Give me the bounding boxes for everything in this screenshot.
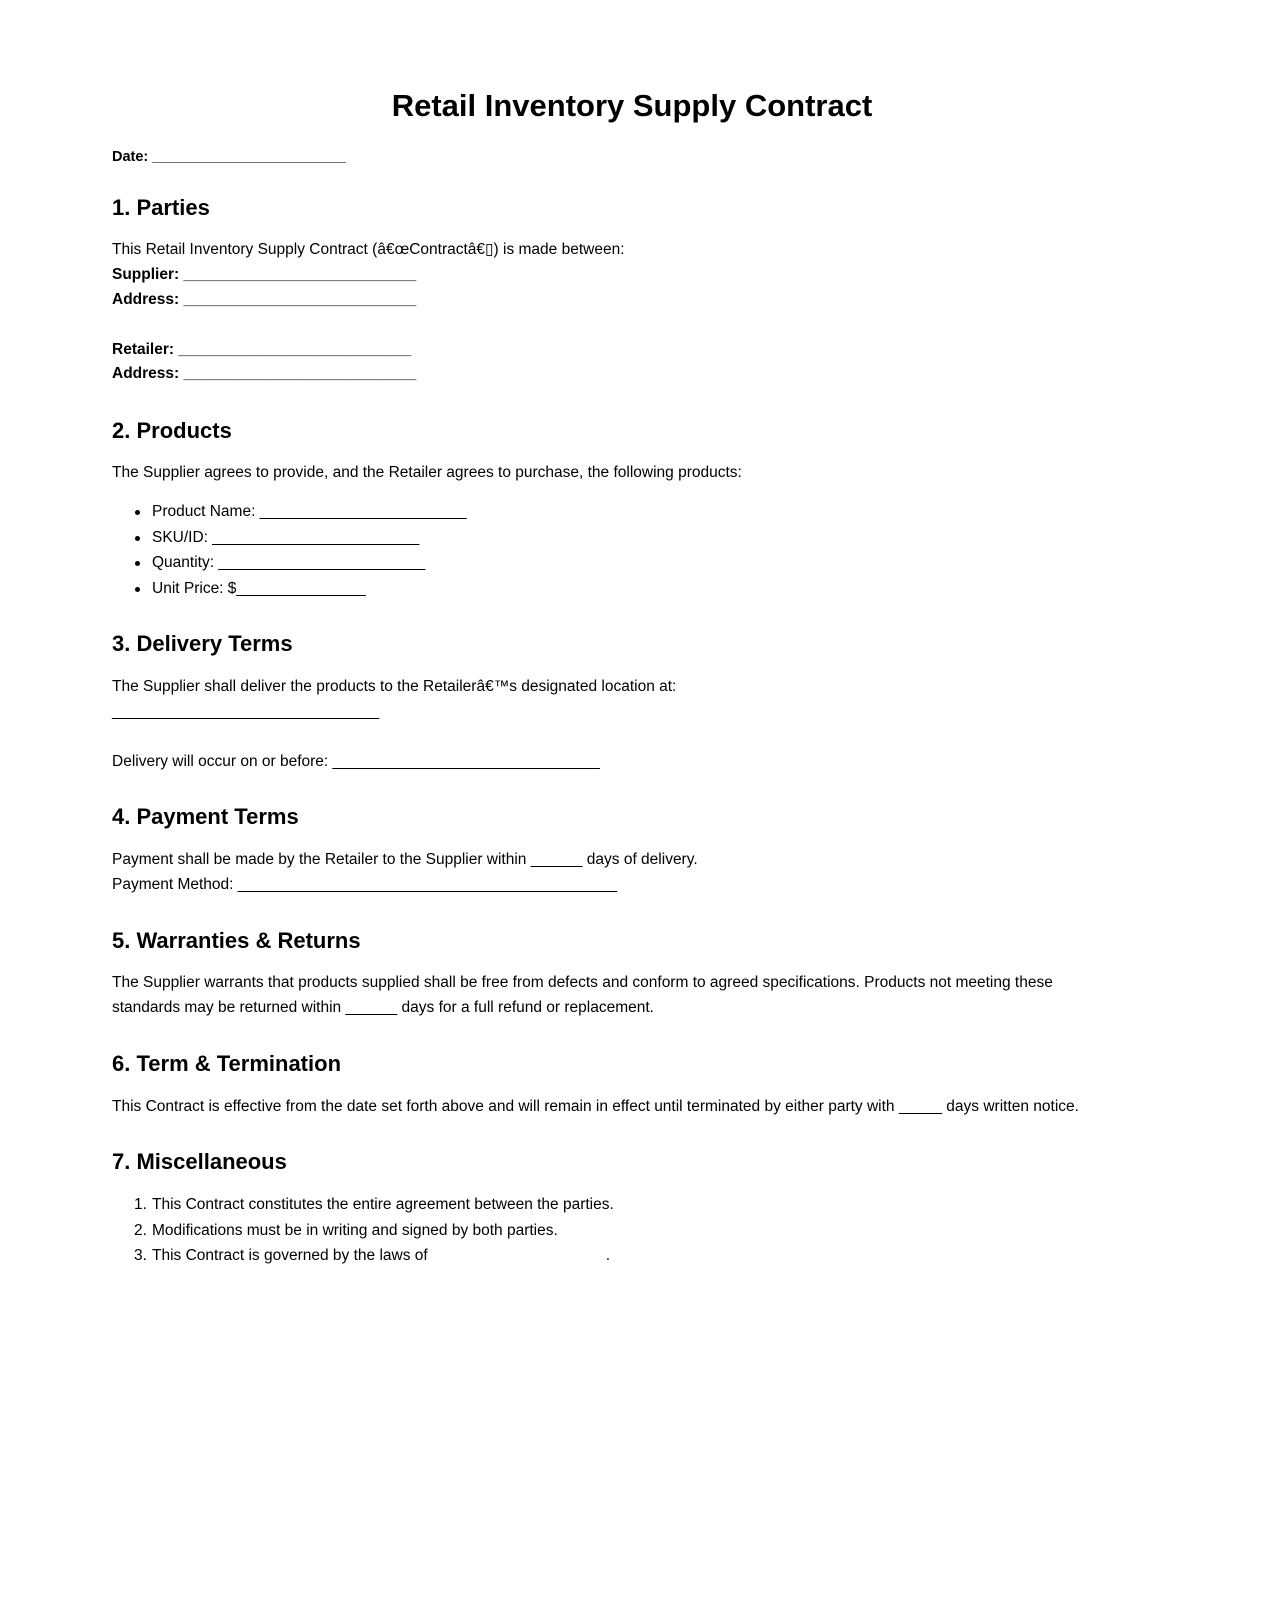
section-heading-warranties: 5. Warranties & Returns: [112, 928, 361, 953]
list-item-product-name: [112, 499, 467, 525]
list-number: 1.: [134, 1196, 147, 1213]
termination-text: [112, 1094, 1079, 1119]
retailer-address-label: Address:: [112, 365, 180, 382]
list-item: [112, 1192, 614, 1218]
termination-text-body: This Contract is effective from the date set forth above and will remain in effect until terminated by either party with: [112, 1098, 895, 1115]
list-number: 3.: [134, 1247, 147, 1264]
warranties-text-suffix: days for a full refund or replacement.: [401, 999, 654, 1016]
section-heading-termination: 6. Term & Termination: [112, 1051, 342, 1076]
retailer-label: Retailer:: [112, 341, 175, 358]
delivery-date-field: [112, 749, 600, 774]
payment-days-text: Payment shall be made by the Retailer to the Supplier within: [112, 851, 527, 868]
retailer-field: [112, 337, 411, 362]
section-heading-misc: 7. Miscellaneous: [112, 1149, 287, 1174]
sku-label: SKU/ID:: [152, 528, 208, 546]
document-title: Retail Inventory Supply Contract: [391, 88, 873, 123]
product-name-blank[interactable]: ________________________: [259, 503, 467, 520]
retailer-address-field: [112, 361, 416, 386]
delivery-location-blank[interactable]: _______________________________: [112, 703, 380, 720]
list-item-quantity: [112, 550, 467, 576]
warranties-text-body: The Supplier warrants that products supplied shall be free from defects and conform to agreed specifications. Products not meeting these standards may be returned within: [112, 974, 1053, 1016]
section-heading-delivery: 3. Delivery Terms: [112, 631, 293, 656]
return-days-blank[interactable]: ______: [345, 999, 398, 1016]
list-text: This Contract constitutes the entire agreement between the parties.: [152, 1196, 614, 1213]
payment-days-line: [112, 847, 698, 872]
list-item: [112, 1218, 614, 1244]
unit-price-label: Unit Price: $: [152, 579, 237, 597]
supplier-address-label: Address:: [112, 291, 180, 308]
list-text: Modifications must be in writing and signed by both parties.: [152, 1221, 558, 1239]
product-name-label: Product Name:: [152, 503, 256, 520]
retailer-blank[interactable]: ___________________________: [178, 341, 412, 358]
payment-days-suffix: days of delivery.: [586, 851, 698, 868]
list-text: This Contract is governed by the laws of: [152, 1247, 428, 1264]
supplier-blank[interactable]: ___________________________: [183, 266, 417, 283]
quantity-label: Quantity:: [152, 554, 215, 571]
list-item-unit-price: [112, 576, 467, 602]
date-field: [112, 149, 346, 165]
list-item: [112, 1243, 614, 1269]
sku-blank[interactable]: ________________________: [212, 528, 420, 546]
warranties-text: [112, 970, 1112, 1020]
payment-days-blank[interactable]: ______: [530, 851, 583, 868]
misc-list: [112, 1192, 614, 1269]
products-intro: The Supplier agrees to provide, and the Retailer agrees to purchase, the following products:: [112, 464, 742, 481]
quantity-blank[interactable]: ________________________: [218, 554, 426, 571]
delivery-date-label: Delivery will occur on or before:: [112, 753, 329, 770]
date-label: Date:: [112, 149, 149, 165]
payment-method-field: [112, 872, 617, 897]
list-trailing-period: .: [605, 1247, 610, 1264]
products-list: [112, 499, 467, 601]
section-heading-parties: 1. Parties: [112, 195, 210, 220]
parties-intro: This Retail Inventory Supply Contract (â€œContractâ€▯) is made between:: [112, 241, 625, 258]
section-heading-products: 2. Products: [112, 418, 232, 443]
delivery-location-text: The Supplier shall deliver the products to the Retailerâ€™s designated location at:: [112, 678, 677, 695]
delivery-date-blank[interactable]: _______________________________: [332, 753, 600, 770]
supplier-field: [112, 262, 416, 287]
supplier-label: Supplier:: [112, 266, 180, 283]
list-item-sku: [112, 525, 467, 551]
supplier-address-blank[interactable]: ___________________________: [183, 291, 417, 308]
unit-price-blank[interactable]: _______________: [236, 579, 366, 597]
payment-method-label: Payment Method:: [112, 876, 234, 893]
date-blank[interactable]: ________________________: [152, 149, 346, 165]
supplier-address-field: [112, 287, 416, 312]
termination-text-suffix: days written notice.: [946, 1098, 1079, 1115]
retailer-address-blank[interactable]: ___________________________: [183, 365, 417, 382]
list-number: 2.: [134, 1221, 147, 1239]
payment-method-blank[interactable]: ____________________________________________: [237, 876, 618, 893]
notice-days-blank[interactable]: _____: [898, 1098, 942, 1115]
section-heading-payment: 4. Payment Terms: [112, 804, 299, 829]
